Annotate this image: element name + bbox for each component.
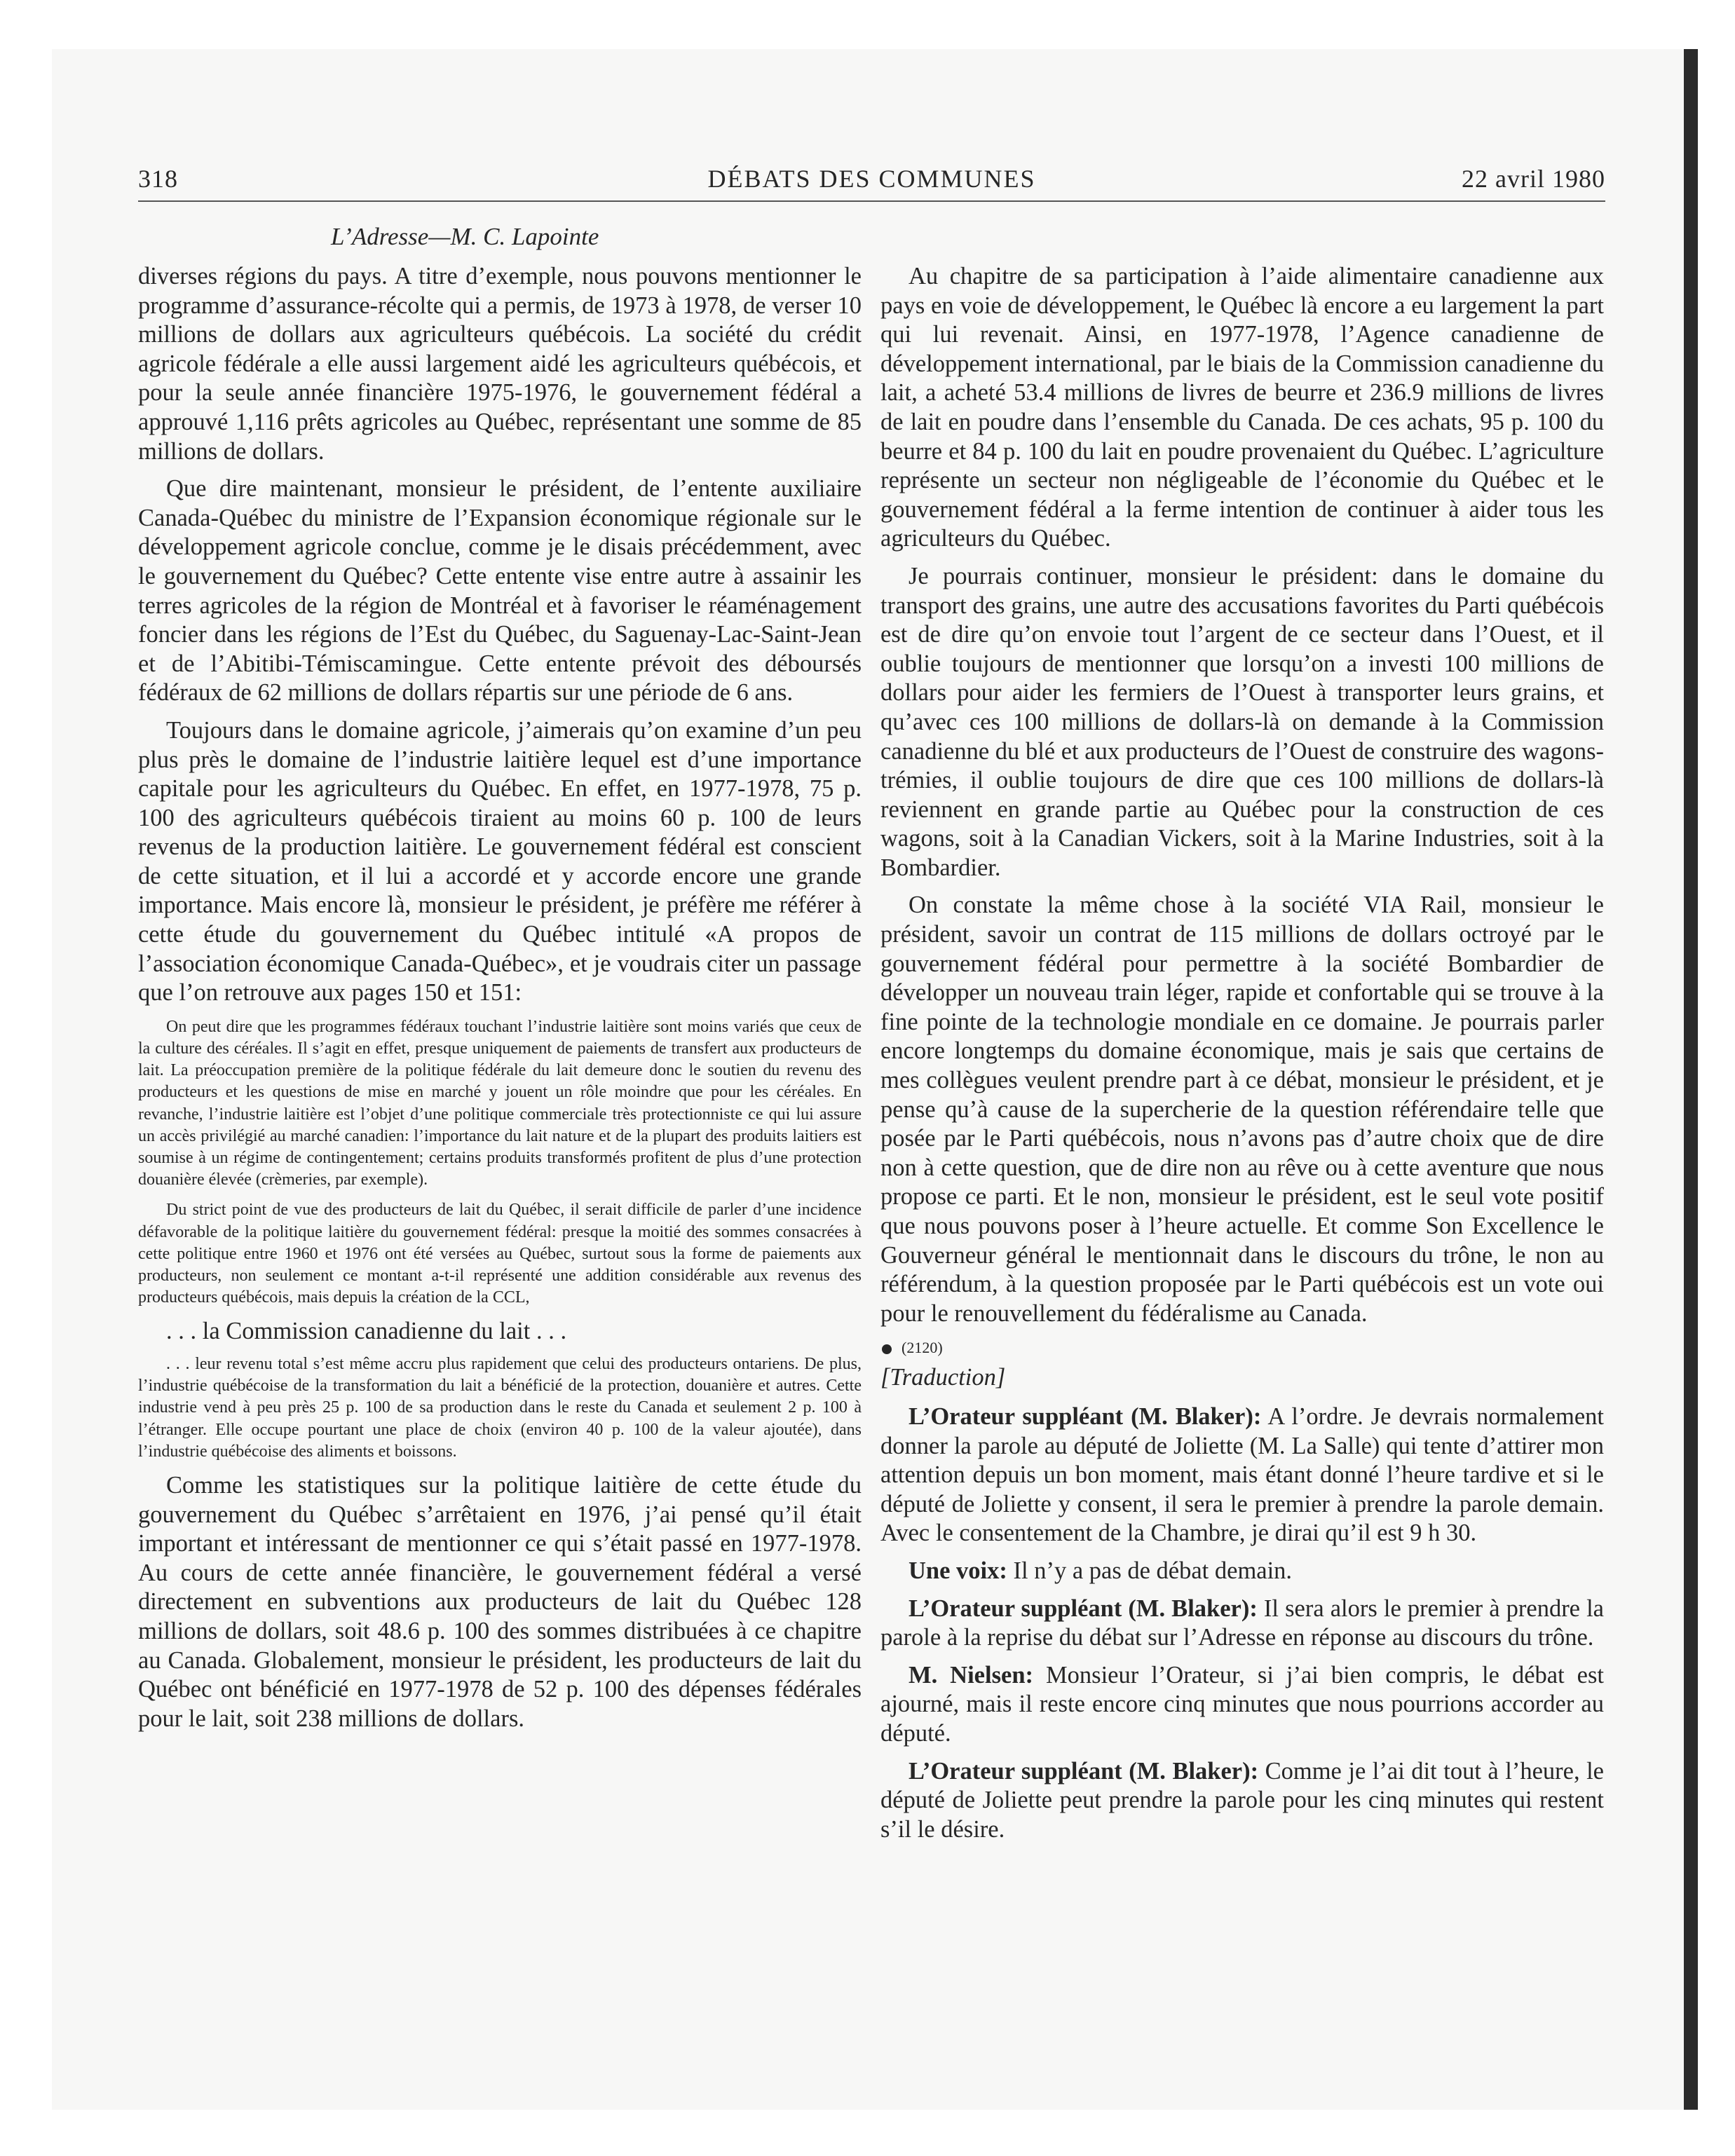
paragraph: Je pourrais continuer, monsieur le président: dans le domaine du transport des grains, une autre des accusations favorites du Parti québécois est de dire qu’on envoie tout l’argent de ce secteur dans l’Ouest, et il oublie toujours de mentionner que lorsqu’on a investi 100 millions de dollars pour aider les fermiers de l’Ouest à transporter leurs grains, et qu’avec ces 100 millions de dollars-là on demande à la Commission canadienne du blé et aux producteurs de l’Ouest de construire des wagons-trémies, il oublie toujours de dire que ces 100 millions de dollars-là reviennent en grande partie au Québec pour la construction de ces wagons, soit à la Canadian Vickers, soit à la Marine Industries, soit à la Bombardier. (880, 562, 1604, 881)
page-number: 318 (138, 165, 178, 193)
speaker-name: Une voix: (909, 1557, 1007, 1584)
left-column (138, 262, 862, 1742)
speech (880, 1557, 1604, 1586)
speech-text: Monsieur l’Orateur, si j’ai bien compris, le débat est ajourné, mais il reste encore cinq minutes que nous pourrions accorder au député. (880, 1661, 1604, 1747)
paragraph: On constate la même chose à la société VIA Rail, monsieur le président, savoir un contrat de 115 millions de dollars octroyé par le gouvernement fédéral pour permettre à la société Bombardier de développer un nouveau train léger, rapide et confortable qui se trouve à la fine pointe de la technologie mondiale en ce domaine. Je pourrais parler encore longtemps du domaine économique, mais je sais que certains de mes collègues veulent prendre part à ce débat, monsieur le président, et je pense qu’à cause de la supercherie de la question référendaire telle que posée par le Parti québécois, nous n’avons pas d’autre choix que de dire non à cette question, que de dire non au rêve ou à cette aventure que nous propose ce parti. Et le non, monsieur le président, est le seul vote positif que nous pouvons poser à l’heure actuelle. Et comme Son Excellence le Gouverneur général le mentionnait dans le discours du trône, le non au référendum, à la question proposée par le Parti québécois est un vote oui pour le renouvellement du fédéralisme au Canada. (880, 892, 1604, 1327)
paragraph: diverses régions du pays. A titre d’exemple, nous pouvons mentionner le programme d’assurance-récolte qui a permis, de 1973 à 1978, de verser 10 millions de dollars aux agriculteurs québécois. La société du crédit agricole fédérale a elle aussi largement aidé les agriculteurs québécois, et pour la seule année financière 1975-1976, le gouvernement fédéral a approuvé 1,116 prêts agricoles au Québec, représentant une somme de 85 millions de dollars. (138, 263, 862, 465)
paragraph: Que dire maintenant, monsieur le président, de l’entente auxiliaire Canada-Québec du ministre de l’Expansion économique régionale sur le développement agricole conclue, comme je le disais précédemment, avec le gouvernement du Québec? Cette entente vise entre autre à assainir les terres agricoles de la région de Montréal et à favoriser le réaménagement foncier dans les régions de l’Est du Québec, du Saguenay-Lac-Saint-Jean et de l’Abitibi-Témiscamingue. Cette entente prévoit des déboursés fédéraux de 62 millions de dollars répartis sur une période de 6 ans. (138, 475, 862, 707)
bullet-icon (882, 1344, 892, 1354)
running-head (138, 164, 1605, 202)
speech-text: Il n’y a pas de débat demain. (1007, 1557, 1293, 1584)
block-quote: On peut dire que les programmes fédéraux touchant l’industrie laitière sont moins variés que ceux de la culture des céréales. Il s’agit en effet, presque uniquement de paiements de transfert aux producteurs de lait. La préoccupation première de la politique fédérale du lait demeure donc le soutien du revenu des producteurs et les questions de mise en marché y jouent un rôle moindre que pour les céréales. En revanche, l’industrie laitière est l’objet d’une politique commerciale très protectionniste ce qui lui assure un accès privilégié au marché canadien: l’importance du lait nature et de la plupart des produits laitiers est soumise à un régime de contingentement; certains produits transformés profitent de plus d’une protection douanière élevée (crèmeries, par exemple). (138, 1017, 862, 1189)
speech-text: Il sera alors le premier à prendre la parole à la reprise du débat sur l’Adresse en réponse au discours du trône. (880, 1595, 1604, 1651)
paragraph: Au chapitre de sa participation à l’aide alimentaire canadienne aux pays en voie de développement, le Québec là encore a eu largement la part qui lui revenait. Ainsi, en 1977-1978, l’Agence canadienne de développement international, par le biais de la Commission canadienne du lait, a acheté 53.4 millions de livres de beurre et 236.9 millions de livres de lait en poudre dans l’ensemble du Canada. De ces achats, 95 p. 100 du beurre et 84 p. 100 du lait en poudre provenaient du Québec. L’agriculture représente un secteur non négligeable de l’économie du Québec et le gouvernement fédéral a la ferme intention de continuer à aider tous les agriculteurs du Québec. (880, 263, 1604, 552)
time-marker (880, 1337, 1604, 1359)
paragraph: Toujours dans le domaine agricole, j’aimerais qu’on examine d’un peu plus près le domaine de l’industrie laitière lequel est d’une importance capitale pour les agriculteurs du Québec. En effet, en 1977-1978, 75 p. 100 des agriculteurs québécois tiraient au moins 60 p. 100 de leurs revenus de la production laitière. Le gouvernement fédéral est conscient de cette situation, et il lui a accordé et y accorde encore une grande importance. Mais encore là, monsieur le président, je préfère me référer à cette étude du gouvernement du Québec intitulé «A propos de l’association économique Canada-Québec», et je voudrais citer un passage que l’on retrouve aux pages 150 et 151: (138, 716, 862, 1007)
speech (880, 1661, 1604, 1749)
speech-text: Comme je l’ai dit tout à l’heure, le député de Joliette peut prendre la parole pour les cinq minutes qui restent s’il le désire. (880, 1757, 1604, 1843)
scan-edge-bar (1684, 49, 1698, 2110)
speech (880, 1403, 1604, 1548)
block-quote: . . . leur revenu total s’est même accru plus rapidement que celui des producteurs ontariens. De plus, l’industrie québécoise de la transformation du lait a bénéficié de la protection, douanière et autres. Cette industrie vend à peu près 25 p. 100 de sa production dans le reste du Canada et seulement 2 p. 100 à l’étranger. Elle occupe pourtant une place de choix (environ 40 p. 100 de la valeur ajoutée), dans l’industrie québécoise des aliments et boissons. (138, 1355, 862, 1461)
speech (880, 1595, 1604, 1653)
speaker-name: L’Orateur suppléant (M. Blaker): (909, 1403, 1262, 1430)
speech-text: A l’ordre. Je devrais normalement donner la parole au député de Joliette (M. La Salle) qui tente d’attirer mon attention depuis un bon moment, mais étant donné l’heure tardive et si le député de Joliette y consent, il sera le premier à prendre la parole demain. Avec le consentement de la Chambre, je dirai qu’il est 9 h 30. (880, 1403, 1604, 1547)
page-date: 22 avril 1980 (1462, 165, 1605, 193)
speaker-name: L’Orateur suppléant (M. Blaker): (909, 1757, 1259, 1785)
scanned-page (52, 49, 1698, 2110)
paragraph: Comme les statistiques sur la politique laitière de cette étude du gouvernement du Québec s’arrêtaient en 1976, j’ai pensé qu’il était important et intéressant de mentionner ce qui s’était passé en 1977-1978. Au cours de cette année financière, le gouvernement fédéral a versé directement en subventions aux producteurs de lait du Québec 128 millions de dollars, soit 48.6 p. 100 des sommes distribuées à ce chapitre au Canada. Globalement, monsieur le président, les producteurs de lait du Québec ont bénéficié en 1977-1978 de 52 p. 100 des dépenses fédérales pour le lait, soit 238 millions de dollars. (138, 1472, 862, 1732)
section-subhead: L’Adresse—M. C. Lapointe (331, 223, 599, 250)
block-quote: Du strict point de vue des producteurs de lait du Québec, il serait difficile de parler d’une incidence défavorable de la politique laitière du gouvernement fédéral: presque la moitié des sommes consacrées à cette politique entre 1960 et 1976 ont été versées au Québec, surtout sous la forme de paiements aux producteurs, non seulement ce montant a-t-il représenté une addition considérable aux revenus des producteurs québécois, mais depuis la création de la CCL, (138, 1201, 862, 1307)
right-column (880, 262, 1604, 1853)
speaker-name: L’Orateur suppléant (M. Blaker): (909, 1595, 1258, 1622)
time-marker-text: (2120) (901, 1339, 943, 1357)
speech (880, 1757, 1604, 1845)
publication-title: DÉBATS DES COMMUNES (707, 165, 1036, 193)
quote-interjection: . . . la Commission canadienne du lait . . . (166, 1318, 567, 1345)
traduction-label: [Traduction] (880, 1364, 1006, 1391)
speaker-name: M. Nielsen: (909, 1661, 1033, 1688)
